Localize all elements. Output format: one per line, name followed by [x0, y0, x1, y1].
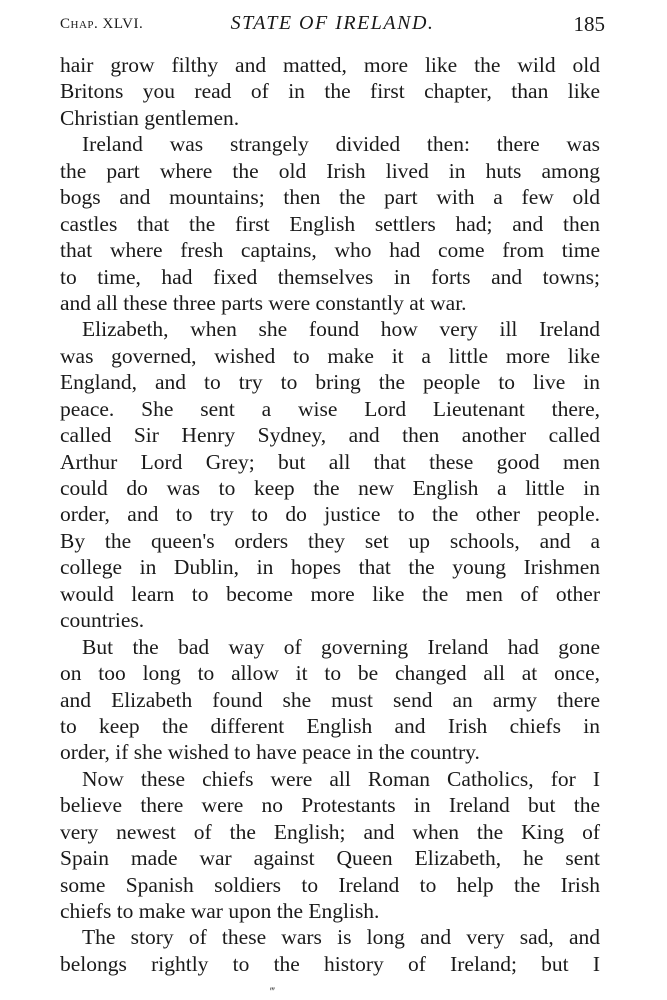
text-line: and all these three parts were constantly at war.: [60, 290, 467, 315]
text-line: belongs rightly to the history of Ireland; but I: [60, 951, 600, 976]
text-line: But the bad way of governing Ireland had gone: [82, 634, 600, 659]
running-title: STATE OF IRELAND.: [230, 12, 435, 34]
text-line: some Spanish soldiers to Ireland to help the Irish: [60, 872, 600, 897]
text-line: hair grow filthy and matted, more like the wild old: [60, 53, 600, 77]
text-line: believe there were no Protestants in Ireland but the: [60, 793, 600, 818]
text-line: on too long to allow it to be changed all at once,: [60, 661, 600, 686]
text-line: was governed, wished to make it a little more like: [60, 343, 600, 368]
text-line: the part where the old Irish lived in huts among: [60, 158, 600, 183]
text-line: chiefs to make war upon the English.: [60, 899, 380, 923]
text-line: college in Dublin, in hopes that the young Irishmen: [60, 555, 600, 580]
body-text: [60, 52, 600, 977]
running-header: [60, 10, 605, 40]
text-line: order, if she wished to have peace in the country.: [60, 740, 480, 765]
text-line: that where fresh captains, who had come from time: [60, 238, 600, 263]
text-line: to time, had fixed themselves in forts and towns;: [60, 264, 600, 289]
text-line: Now these chiefs were all Roman Catholics, for I: [82, 766, 600, 791]
text-line: called Sir Henry Sydney, and then another called: [60, 423, 600, 448]
text-line: Arthur Lord Grey; but all that these good men: [60, 449, 600, 474]
text-line: Spain made war against Queen Elizabeth, he sent: [60, 846, 600, 871]
text-line: Elizabeth, when she found how very ill Ireland: [82, 317, 600, 342]
text-line: Christian gentlemen.: [60, 105, 240, 130]
text-line: peace. She sent a wise Lord Lieutenant there,: [60, 396, 600, 421]
text-line: England, and to try to bring the people to live in: [60, 370, 600, 395]
text-line: Britons you read of in the first chapter, than like: [60, 79, 600, 104]
text-line: The story of these wars is long and very sad, and: [82, 925, 600, 950]
text-line: countries.: [60, 608, 145, 633]
text-line: could do was to keep the new English a little in: [60, 476, 600, 500]
text-line: would learn to become more like the men of other: [60, 581, 600, 606]
text-line: Ireland was strangely divided then: there was: [82, 132, 600, 157]
text-line: very newest of the English; and when the King of: [60, 819, 600, 844]
text-line: By the queen's orders they set up schools, and a: [60, 528, 600, 553]
chapter-label: Chap. XLVI.: [60, 16, 144, 32]
signature-mark: ‴: [270, 984, 275, 998]
text-line: order, and to try to do justice to the other people.: [60, 502, 600, 527]
text-line: and Elizabeth found she must send an army there: [60, 687, 600, 712]
text-line: to keep the different English and Irish chiefs in: [60, 713, 600, 738]
text-line: castles that the first English settlers had; and then: [60, 211, 600, 236]
page-number: 185: [573, 12, 605, 36]
text-line: bogs and mountains; then the part with a few old: [60, 185, 600, 210]
